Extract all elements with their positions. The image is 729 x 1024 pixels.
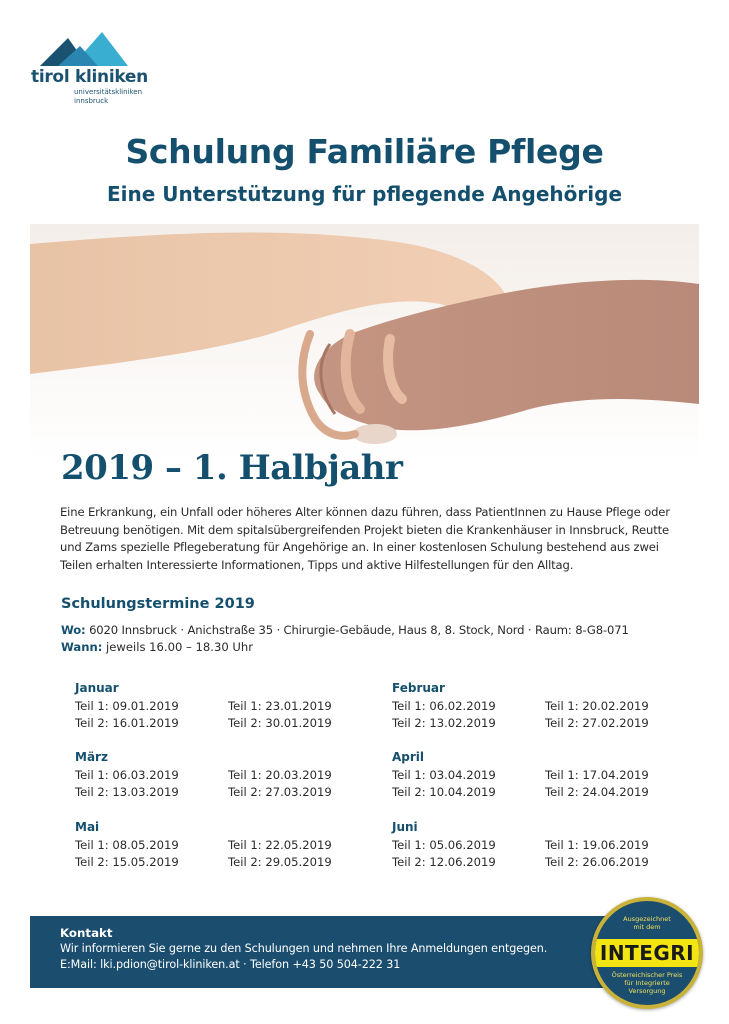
contact-box — [30, 916, 680, 988]
month-name: Juni — [392, 820, 418, 834]
date-entry: Teil 2: 15.05.2019 — [75, 855, 179, 869]
date-entry: Teil 2: 12.06.2019 — [392, 855, 496, 869]
logo-sub-2: innsbruck — [74, 97, 109, 105]
location-line — [61, 623, 629, 637]
logo-sub-1: universitätskliniken — [74, 88, 143, 96]
holding-hands-photo — [30, 224, 699, 460]
month-block-februar — [392, 681, 722, 734]
integri-award-badge — [591, 897, 703, 1009]
month-dates — [75, 767, 405, 803]
date-entry: Teil 2: 29.05.2019 — [228, 855, 332, 869]
date-entry: Teil 2: 27.02.2019 — [545, 716, 649, 730]
date-entry: Teil 1: 19.06.2019 — [545, 838, 649, 852]
badge-top-text — [595, 915, 699, 931]
month-block-maerz — [75, 750, 405, 803]
location-label: Wo: — [61, 623, 86, 637]
date-entry: Teil 1: 20.02.2019 — [545, 699, 649, 713]
date-entry: Teil 1: 20.03.2019 — [228, 768, 332, 782]
date-entry: Teil 2: 26.06.2019 — [545, 855, 649, 869]
month-name: Januar — [75, 681, 119, 695]
month-block-april — [392, 750, 722, 803]
badge-bottom-line: Versorgung — [628, 987, 666, 995]
month-name: Mai — [75, 820, 100, 834]
date-entry: Teil 1: 23.01.2019 — [228, 699, 332, 713]
month-dates — [392, 767, 722, 803]
date-entry: Teil 2: 13.02.2019 — [392, 716, 496, 730]
date-entry: Teil 2: 16.01.2019 — [75, 716, 179, 730]
time-value: jeweils 16.00 – 18.30 Uhr — [102, 640, 254, 654]
month-dates — [392, 837, 722, 873]
month-name: März — [75, 750, 108, 764]
date-entry: Teil 1: 06.03.2019 — [75, 768, 179, 782]
schedule-heading: Schulungstermine 2019 — [61, 596, 255, 612]
date-entry: Teil 2: 27.03.2019 — [228, 785, 332, 799]
date-entry: Teil 1: 06.02.2019 — [392, 699, 496, 713]
semester-heading: 2019 – 1. Halbjahr — [61, 448, 403, 488]
month-name: Februar — [392, 681, 445, 695]
logo-subtitle — [74, 88, 142, 106]
month-dates — [75, 698, 405, 734]
date-entry: Teil 2: 10.04.2019 — [392, 785, 496, 799]
month-block-juni — [392, 820, 722, 873]
date-entry: Teil 1: 05.06.2019 — [392, 838, 496, 852]
date-entry: Teil 1: 09.01.2019 — [75, 699, 179, 713]
badge-top-line: mit dem — [633, 923, 661, 931]
time-line — [61, 640, 253, 654]
date-entry: Teil 1: 17.04.2019 — [545, 768, 649, 782]
date-entry: Teil 2: 24.04.2019 — [545, 785, 649, 799]
badge-name: INTEGRI — [595, 939, 699, 967]
month-block-mai — [75, 820, 405, 873]
month-dates — [75, 837, 405, 873]
intro-paragraph: Eine Erkrankung, ein Unfall oder höheres Alter können dazu führen, dass PatientInnen zu Hause Pflege oder Betreuung benötigen. Mit dem spitalsübergreifenden Projekt bieten die Krankenhäuser in Innsbruck, Reutte und Zams spezielle Pflegeberatung für Angehörige an. In einer kostenlosen Schulung bestehend aus zwei Teilen erhalten Interessierte Informationen, Tipps und aktive Hilfestellungen für den Alltag. — [60, 505, 670, 572]
mountain-logo-icon — [28, 28, 128, 68]
month-block-januar — [75, 681, 405, 734]
tirol-kliniken-logo — [28, 28, 158, 105]
location-value: 6020 Innsbruck · Anichstraße 35 · Chirurgie-Gebäude, Haus 8, 8. Stock, Nord · Raum: 8-G8-071 — [85, 623, 629, 637]
date-entry: Teil 1: 08.05.2019 — [75, 838, 179, 852]
badge-bottom-line: Österreichischer Preis — [611, 971, 683, 979]
contact-email-phone: E:Mail: lki.pdion@tirol-kliniken.at · Telefon +43 50 504-222 31 — [60, 958, 401, 971]
date-entry: Teil 2: 13.03.2019 — [75, 785, 179, 799]
page-title: Schulung Familiäre Pflege — [125, 132, 604, 171]
contact-text: Wir informieren Sie gerne zu den Schulungen und nehmen Ihre Anmeldungen entgegen. — [60, 942, 548, 955]
badge-top-line: Ausgezeichnet — [623, 915, 671, 923]
badge-bottom-text — [595, 971, 699, 995]
logo-name: tirol kliniken — [31, 67, 148, 87]
month-name: April — [392, 750, 425, 764]
date-entry: Teil 2: 30.01.2019 — [228, 716, 332, 730]
time-label: Wann: — [61, 640, 103, 654]
date-entry: Teil 1: 22.05.2019 — [228, 838, 332, 852]
contact-title: Kontakt — [60, 926, 113, 940]
badge-bottom-line: für Integrierte — [624, 979, 670, 987]
date-entry: Teil 1: 03.04.2019 — [392, 768, 496, 782]
month-dates — [392, 698, 722, 734]
page-subtitle: Eine Unterstützung für pflegende Angehörige — [106, 182, 623, 206]
